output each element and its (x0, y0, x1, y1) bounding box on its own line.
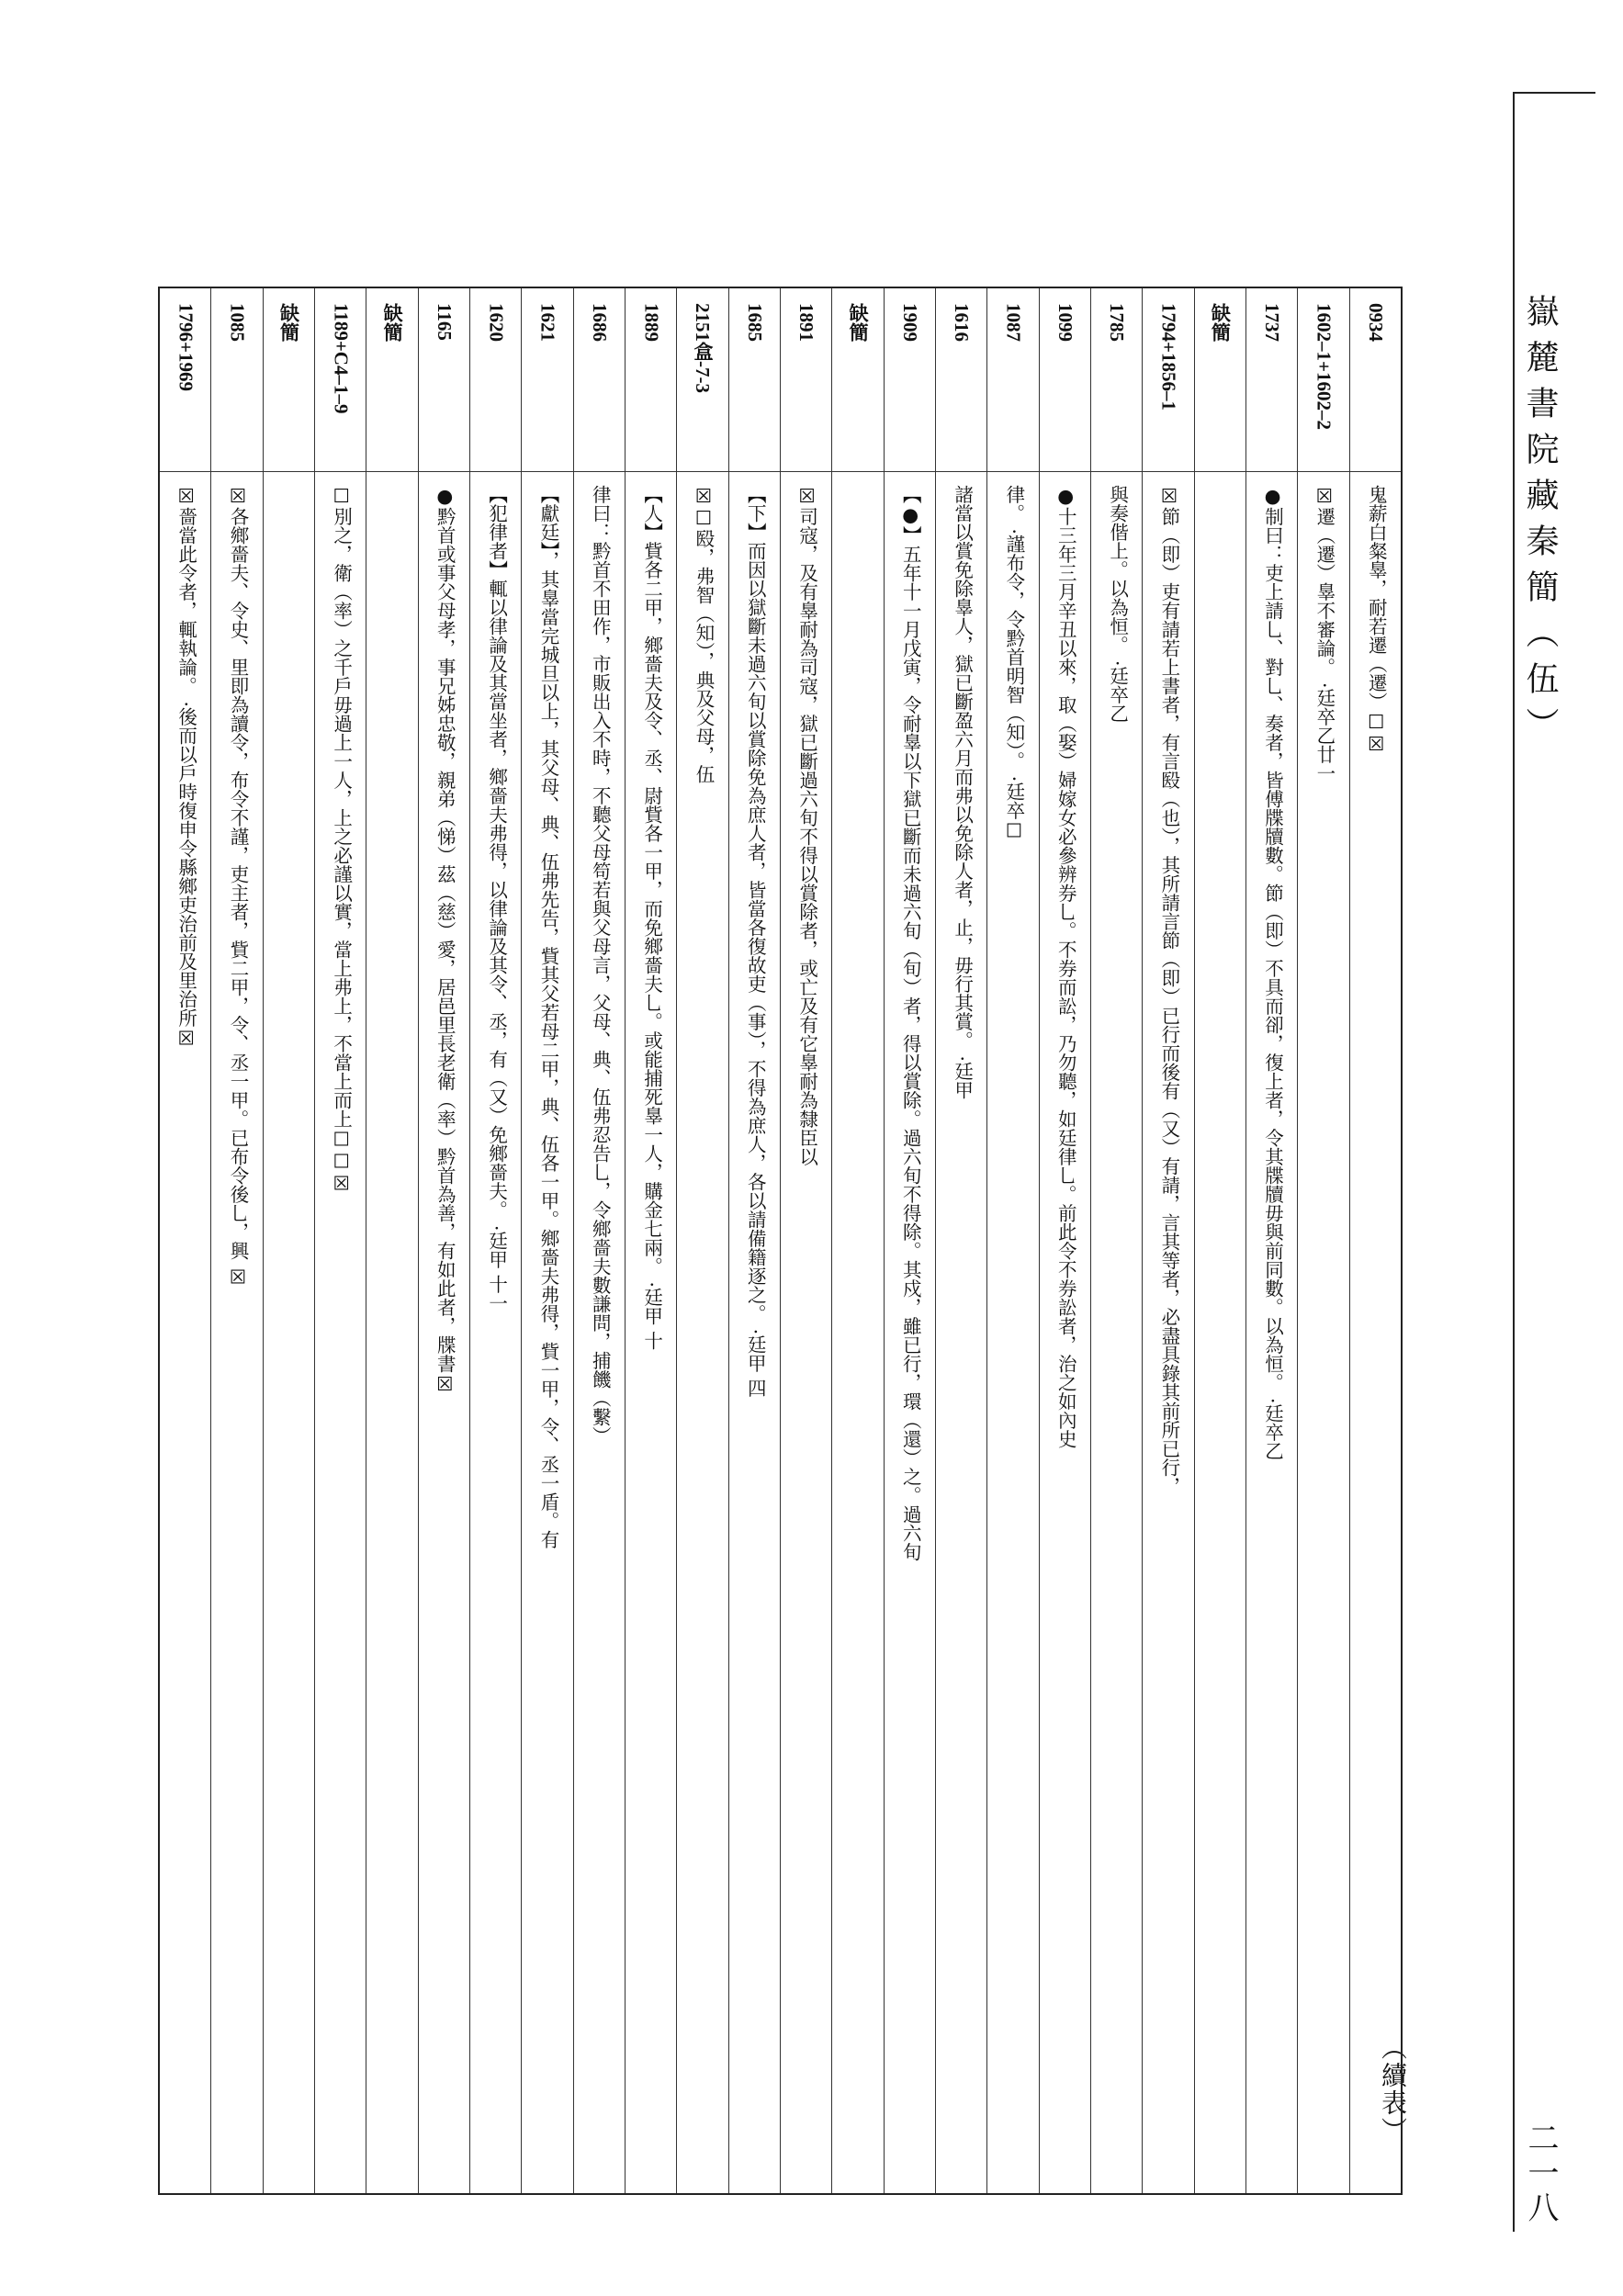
slip-number: 缺簡 (264, 288, 314, 472)
slip-text: ●制曰：吏上請乚、對乚、奏者，皆傅牒牘數。節（即）不具而卻，復上者，令其牒牘毋與前同數。以為恒。 ·廷卒乙 (1261, 485, 1284, 1461)
slip-number: 缺簡 (366, 288, 417, 472)
slip-number: 1785 (1091, 288, 1142, 472)
table-row (1297, 288, 1348, 2193)
table-row (573, 288, 625, 2193)
slip-text: 與奏偕上。以為恒。 ·廷卒乙 (1106, 485, 1129, 724)
slip-number: 1909 (885, 288, 935, 472)
table-row (986, 288, 1038, 2193)
table-row (1194, 288, 1245, 2193)
slip-text: ☒司寇，及有辠耐為司寇，獄已斷過六旬不得以賞除者，或亡及有它辠耐為隸臣以 (795, 485, 818, 1166)
table-row (935, 288, 986, 2193)
slip-text: 律曰：黔首不田作，市販出入不時，不聽父母笱若與父母言，父母、典、伍弗忍告乚，令鄉嗇夫數謙問，捕饑（繫） (589, 485, 612, 1446)
slip-text: ☒嗇當此令者，輒執論。 ·後而以戶時復申令縣鄉吏治前及里治所☒ (175, 485, 197, 1050)
slip-text (264, 472, 314, 2193)
table-row (1245, 288, 1297, 2193)
slip-text: ☒遷（遷）辠不審論。 ·廷卒乙廿一 (1313, 485, 1336, 783)
slip-number: 1085 (211, 288, 262, 472)
slip-text: 【獻廷】，其辠當完城旦以上，其父母、典、伍弗先告，貲其父若母二甲，典、伍各一甲。鄉嗇夫弗得，貲一甲，令、丞一盾。有 (536, 485, 559, 1549)
continuation-label: （續表） (1378, 2034, 1408, 2144)
table-row (314, 288, 366, 2193)
table-row (1142, 288, 1193, 2193)
slip-text (832, 472, 883, 2193)
slip-number: 1891 (781, 288, 831, 472)
table-row (884, 288, 935, 2193)
slip-number: 1099 (1040, 288, 1090, 472)
table-row (160, 288, 210, 2193)
table-row (469, 288, 521, 2193)
table-row (676, 288, 727, 2193)
slip-number: 1685 (729, 288, 780, 472)
slip-text: ☒☐殹，弗智（知），典及父母，伍 (692, 485, 715, 783)
table-row (210, 288, 262, 2193)
slip-text: ☒各鄉嗇夫、令史、里即為讀令，布令不謹，吏主者，貲二甲，令、丞一甲。已布令後乚，興 ☒ (226, 485, 249, 1289)
slip-number: 2151盒-7-3 (677, 288, 727, 472)
table-row (1349, 288, 1401, 2193)
slip-table (158, 287, 1403, 2195)
table-row (263, 288, 314, 2193)
slip-text: ●黔首或事父母孝，事兄姊忠敬，親弟（悌）茲（慈）愛，居邑里長老衛（率）黔首為善，有如此者，牒書☒ (434, 485, 456, 1395)
slip-number: 缺簡 (832, 288, 883, 472)
margin-rule-vertical (1513, 92, 1515, 2232)
slip-text: ☐別之，衛（率）之千戶毋過上一人，上之必謹以實，當上弗上，不當上而上☐☐☒ (330, 485, 353, 1195)
slip-text: 律。 ·謹布令，令黔首明智（知）。 ·廷卒☐ (1002, 485, 1025, 842)
table-row (418, 288, 469, 2193)
slip-text: 【人】貲各二甲，鄉嗇夫及令、丞、尉貲各一甲，而免鄉嗇夫乚。或能捕死辠一人，購金七兩。 ·廷甲 十 (640, 485, 663, 1351)
margin-rule-horizontal (1513, 92, 1595, 94)
book-title: 嶽麓書院藏秦簡（伍） (1521, 294, 1559, 753)
slip-text: 鬼薪白粲辠，耐若遷（遷）☐☒ (1365, 485, 1388, 755)
table-row (780, 288, 831, 2193)
slip-number: 1616 (936, 288, 986, 472)
slip-number: 1602–1+1602–2 (1298, 288, 1348, 472)
page-number: 二一八 (1522, 2122, 1559, 2226)
slip-text: 諸當以賞免除辠人，獄已斷盈六月而弗以免除人者，止，毋行其賞。 ·廷甲 (951, 485, 974, 1100)
table-row (625, 288, 676, 2193)
slip-number: 1189+C4–1–9 (315, 288, 366, 472)
slip-number: 1737 (1246, 288, 1297, 472)
slip-number: 1796+1969 (160, 288, 210, 472)
slip-number: 1620 (470, 288, 521, 472)
slip-number: 缺簡 (1195, 288, 1245, 472)
table-row (831, 288, 883, 2193)
slip-text (366, 472, 417, 2193)
slip-text: 【下】而因以獄斷未過六旬以賞除免為庶人者，皆當各復故吏（事），不得為庶人，各以請備籍逐之。 ·廷甲 四 (744, 485, 767, 1398)
slip-text: ☒節（即）吏有請若上書者，有言殹（也），其所請言節（即）已行而後有（又）有請，言其等者，必盡具錄其前所已行， (1157, 485, 1180, 1496)
slip-number: 1165 (419, 288, 469, 472)
slip-number: 1889 (626, 288, 676, 472)
slip-number: 1621 (522, 288, 572, 472)
slip-text: 【●】五年十一月戊寅，令耐辠以下獄已斷而未過六旬（旬）者，得以賞除。過六旬不得除。其戍，雖已行，環（還）之。過六旬 (899, 485, 922, 1561)
slip-number: 0934 (1350, 288, 1401, 472)
slip-text: 【犯律者】輒以律論及其當坐者，鄉嗇夫弗得，以律論及其令、丞，有（又）免鄉嗇夫。 ·廷甲 十一 (485, 485, 508, 1313)
slip-number: 1794+1856–1 (1143, 288, 1193, 472)
table-row (521, 288, 572, 2193)
table-row (1039, 288, 1090, 2193)
table-row (1090, 288, 1142, 2193)
slip-text (1195, 472, 1245, 2193)
table-row (366, 288, 417, 2193)
slip-number: 1087 (987, 288, 1038, 472)
slip-number: 1686 (574, 288, 625, 472)
table-row (728, 288, 780, 2193)
slip-text: ●十三年三月辛丑以來，取（娶）婦嫁女必參辨券乚。不券而訟，乃勿聽，如廷律乚。前此令不券訟者，治之如內史 (1054, 485, 1077, 1448)
